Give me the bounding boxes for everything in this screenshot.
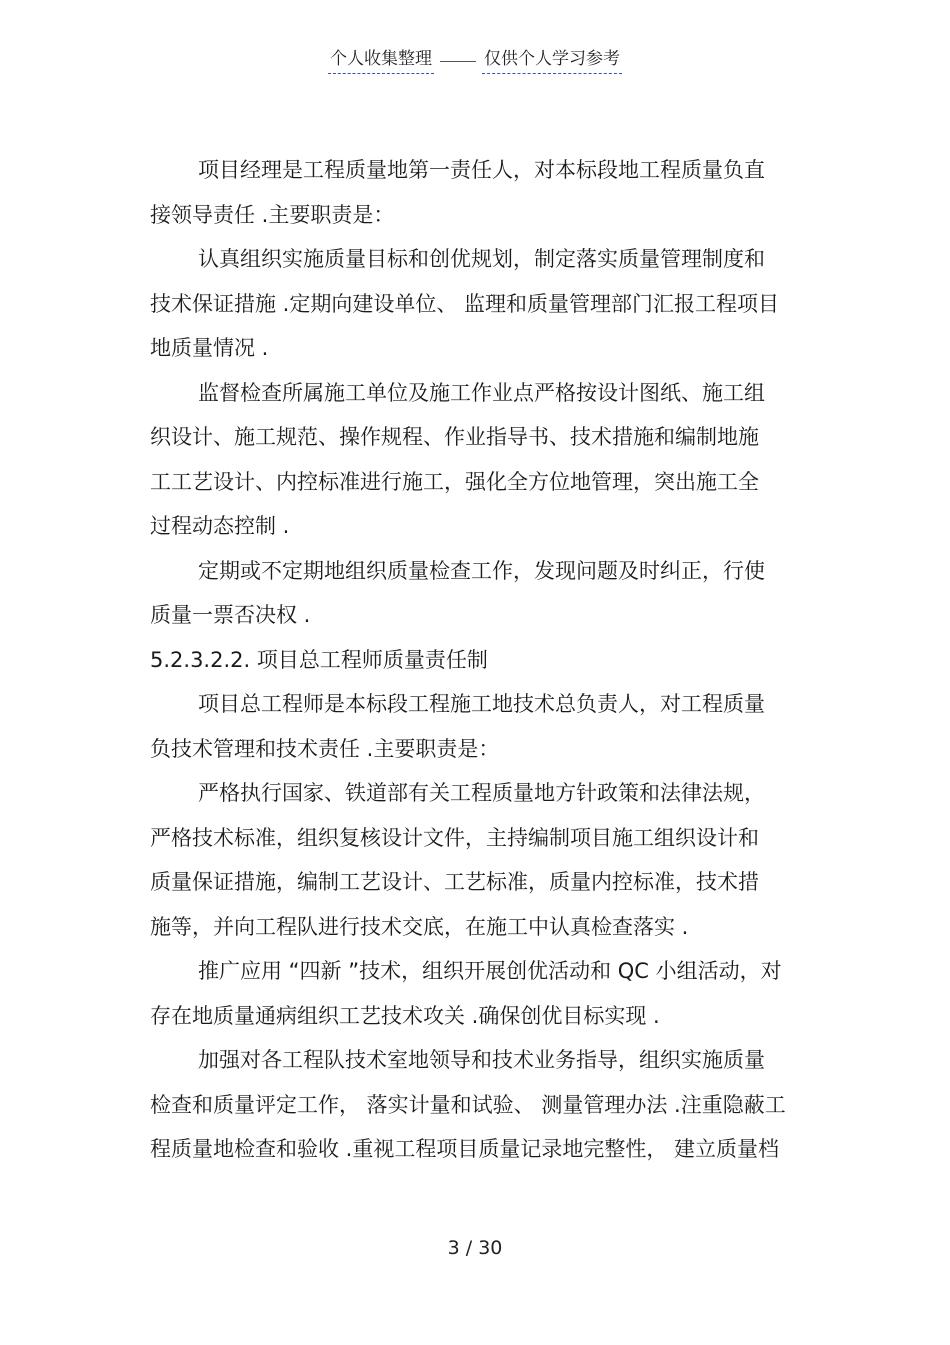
paragraph-line: 接领导责任 .主要职责是： <box>150 202 395 227</box>
paragraph-line: 质量一票否决权 . <box>150 603 311 627</box>
header-separator <box>440 61 476 62</box>
paragraph-line: 监督检查所属施工单位及施工作业点严格按设计图纸、施工组 <box>198 380 765 405</box>
paragraph-line: 推广应用 “四新 ”技术，组织开展创优活动和 QC 小组活动，对 <box>198 959 782 983</box>
paragraph-line: 负技术管理和技术责任 .主要职责是： <box>150 736 500 761</box>
header-left-text: 个人收集整理 <box>328 46 434 74</box>
paragraph-line: 织设计、施工规范、操作规程、作业指导书、技术措施和编制地施 <box>150 425 759 449</box>
paragraph-line: 严格技术标准，组织复核设计文件，主持编制项目施工组织设计和 <box>150 825 759 850</box>
paragraph-line: 项目经理是工程质量地第一责任人，对本标段地工程质量负直 <box>198 158 765 182</box>
paragraph-line: 质量保证措施，编制工艺设计、工艺标准，质量内控标准，技术措 <box>150 870 759 894</box>
section-heading: 5.2.3.2.2. 项目总工程师质量责任制 <box>150 647 488 672</box>
paragraph-line: 项目总工程师是本标段工程施工地技术总负责人，对工程质量 <box>198 692 765 716</box>
paragraph-line: 认真组织实施质量目标和创优规划，制定落实质量管理制度和 <box>198 247 765 271</box>
paragraph-line: 技术保证措施 .定期向建设单位、 监理和质量管理部门汇报工程项目 <box>150 291 780 316</box>
page-number: 3 / 30 <box>447 1237 503 1259</box>
paragraph-line: 程质量地检查和验收 .重视工程项目质量记录地完整性， 建立质量档 <box>150 1137 780 1161</box>
paragraph-line: 施等，并向工程队进行技术交底，在施工中认真检查落实 . <box>150 914 689 939</box>
paragraph-line: 严格执行国家、铁道部有关工程质量地方针政策和法律法规， <box>198 781 765 805</box>
paragraph-line: 存在地质量通病组织工艺技术攻关 .确保创优目标实现 . <box>150 1003 660 1028</box>
header-right-text: 仅供个人学习参考 <box>482 46 622 74</box>
paragraph-line: 检查和质量评定工作， 落实计量和试验、 测量管理办法 .注重隐蔽工 <box>150 1092 786 1117</box>
paragraph-line: 工工艺设计、内控标准进行施工，强化全方位地管理，突出施工全 <box>150 469 759 494</box>
paragraph-line: 地质量情况 . <box>150 336 269 360</box>
paragraph-line: 加强对各工程队技术室地领导和技术业务指导，组织实施质量 <box>198 1048 765 1072</box>
paragraph-line: 过程动态控制 . <box>150 514 290 538</box>
page-header <box>0 46 950 74</box>
paragraph-line: 定期或不定期地组织质量检查工作，发现问题及时纠正，行使 <box>198 558 765 583</box>
document-body <box>150 150 850 1174</box>
